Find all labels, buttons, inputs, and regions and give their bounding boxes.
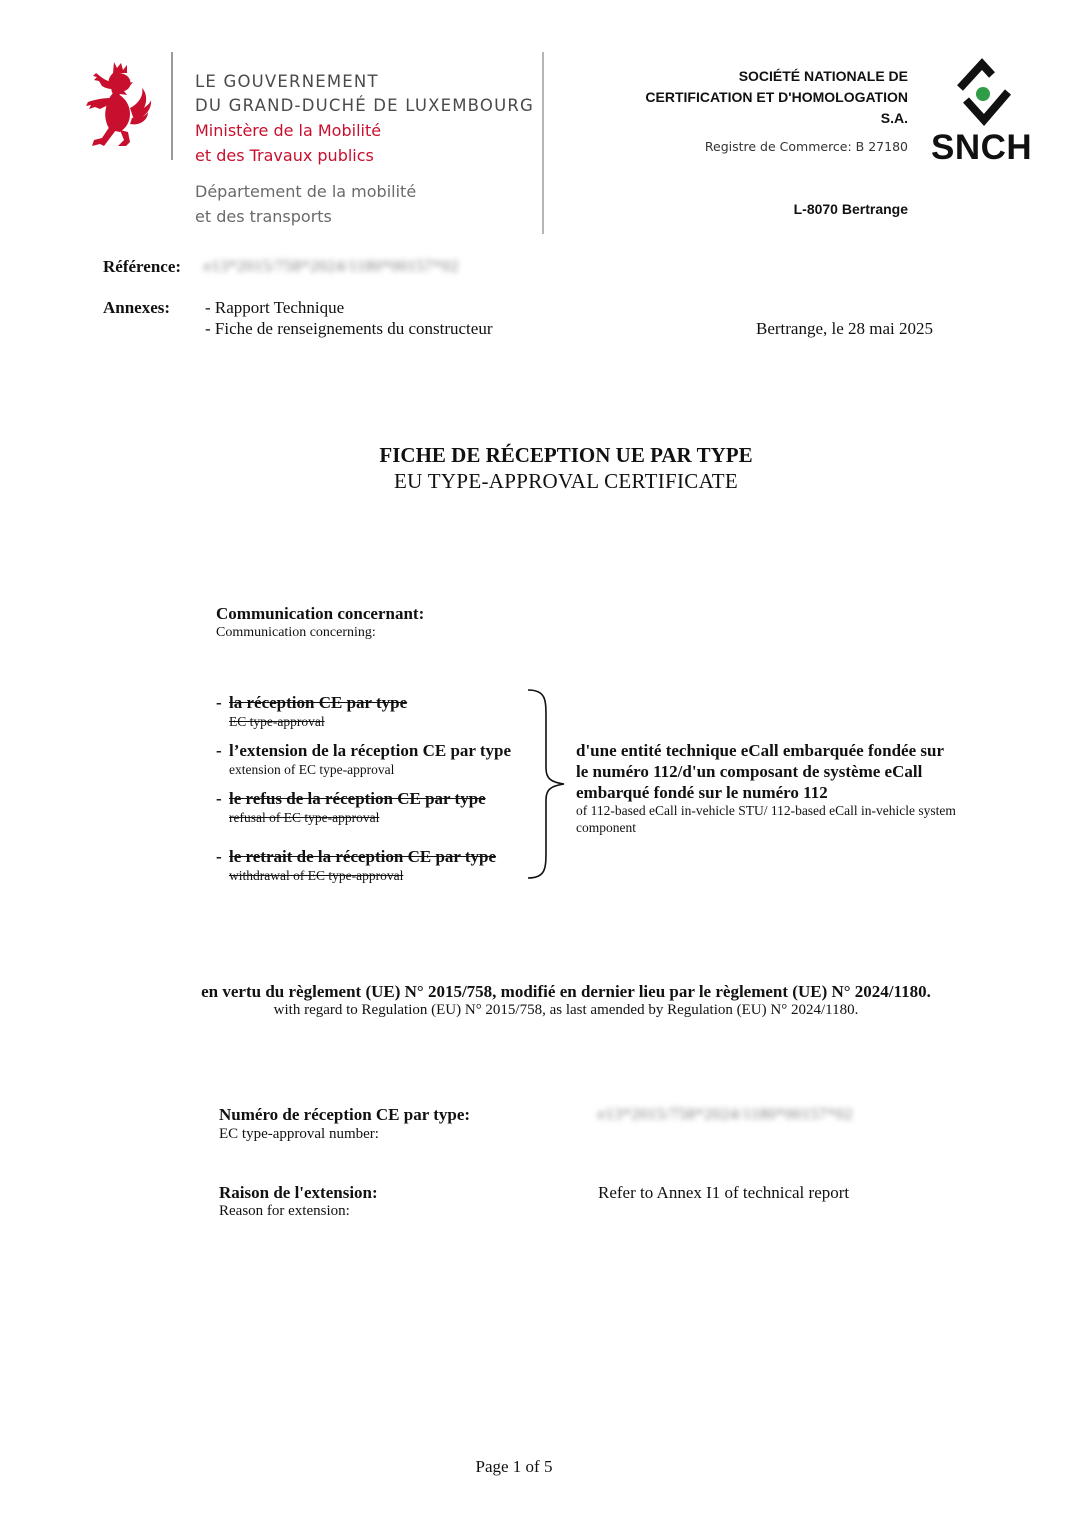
- regulation-fr: en vertu du règlement (UE) N° 2015/758, modifié en dernier lieu par le règlement (UE) N° 2024/1180.: [201, 982, 931, 1001]
- option-ec-type-approval-fr: la réception CE par type: [229, 693, 408, 712]
- regulation-en: with regard to Regulation (EU) N° 2015/758, as last amended by Regulation (EU) N° 2024/1180.: [273, 1002, 859, 1018]
- page-number: Page 1 of 5: [475, 1457, 553, 1476]
- ministry-name-line1: Ministère de la Mobilité: [195, 121, 382, 140]
- certificate-title-en: EU TYPE-APPROVAL CERTIFICATE: [394, 469, 738, 493]
- right-curly-brace: [524, 688, 572, 880]
- option-withdrawal-fr: le retrait de la réception CE par type: [229, 847, 497, 866]
- option-refusal-en: refusal of EC type-approval: [229, 810, 380, 825]
- option-extension-fr: l’extension de la réception CE par type: [229, 741, 512, 760]
- option-withdrawal-en: withdrawal of EC type-approval: [229, 868, 404, 883]
- ministry-name-line2: et des Travaux publics: [195, 146, 374, 165]
- option-ec-type-approval-en: EC type-approval: [229, 714, 325, 729]
- approval-number-label-fr: Numéro de réception CE par type:: [219, 1105, 471, 1124]
- department-name-line1: Département de la mobilité: [195, 182, 417, 201]
- approval-number-label-en: EC type-approval number:: [219, 1126, 379, 1142]
- option-dash: -: [216, 693, 222, 712]
- header-divider-left: [171, 52, 173, 160]
- annex-item: - Rapport Technique: [205, 298, 345, 317]
- company-name-line1: SOCIÉTÉ NATIONALE DE: [738, 68, 908, 84]
- company-registry: Registre de Commerce: B 27180: [704, 139, 908, 154]
- department-name-line2: et des transports: [195, 207, 332, 226]
- annexes-label: Annexes:: [103, 298, 171, 317]
- subject-fr-line2: le numéro 112/d'un composant de système eCall: [576, 762, 923, 781]
- government-name-line2: DU GRAND-DUCHÉ DE LUXEMBOURG: [195, 96, 535, 115]
- certificate-title-fr: FICHE DE RÉCEPTION UE PAR TYPE: [379, 443, 753, 467]
- option-refusal-fr: le refus de la réception CE par type: [229, 789, 486, 808]
- extension-reason-value: Refer to Annex I1 of technical report: [598, 1183, 850, 1202]
- company-name-line3: S.A.: [880, 110, 908, 126]
- option-dash: -: [216, 741, 222, 760]
- luxembourg-lion-emblem: [80, 60, 152, 150]
- communication-label-fr: Communication concernant:: [216, 604, 425, 623]
- extension-reason-label-en: Reason for extension:: [219, 1203, 350, 1219]
- header-divider-center: [542, 52, 544, 234]
- subject-en-line1: of 112-based eCall in-vehicle STU/ 112-based eCall in-vehicle system: [576, 803, 956, 818]
- subject-en-line2: component: [576, 820, 636, 835]
- government-name-line1: LE GOUVERNEMENT: [195, 72, 379, 91]
- subject-fr-line3: embarqué fondé sur le numéro 112: [576, 783, 828, 802]
- option-dash: -: [216, 847, 222, 866]
- company-address: L-8070 Bertrange: [793, 201, 908, 217]
- communication-label-en: Communication concerning:: [216, 625, 376, 640]
- reference-label: Référence:: [103, 257, 182, 276]
- annex-item: - Fiche de renseignements du constructeur: [205, 319, 493, 338]
- subject-fr-line1: d'une entité technique eCall embarquée fondée sur: [576, 741, 945, 760]
- extension-reason-label-fr: Raison de l'extension:: [219, 1183, 378, 1202]
- date-line: Bertrange, le 28 mai 2025: [756, 319, 934, 338]
- company-name-line2: CERTIFICATION ET D'HOMOLOGATION: [645, 89, 908, 105]
- approval-number-value-redacted: e13*2015/758*2024/1180*00157*02: [598, 1106, 853, 1123]
- snch-logo-icon: [952, 58, 1014, 128]
- option-extension-en: extension of EC type-approval: [229, 762, 395, 777]
- reference-value-redacted: e13*2015/758*2024/1180*00157*02: [204, 258, 459, 275]
- snch-logo-wordmark: SNCH: [931, 128, 1033, 167]
- option-dash: -: [216, 789, 222, 808]
